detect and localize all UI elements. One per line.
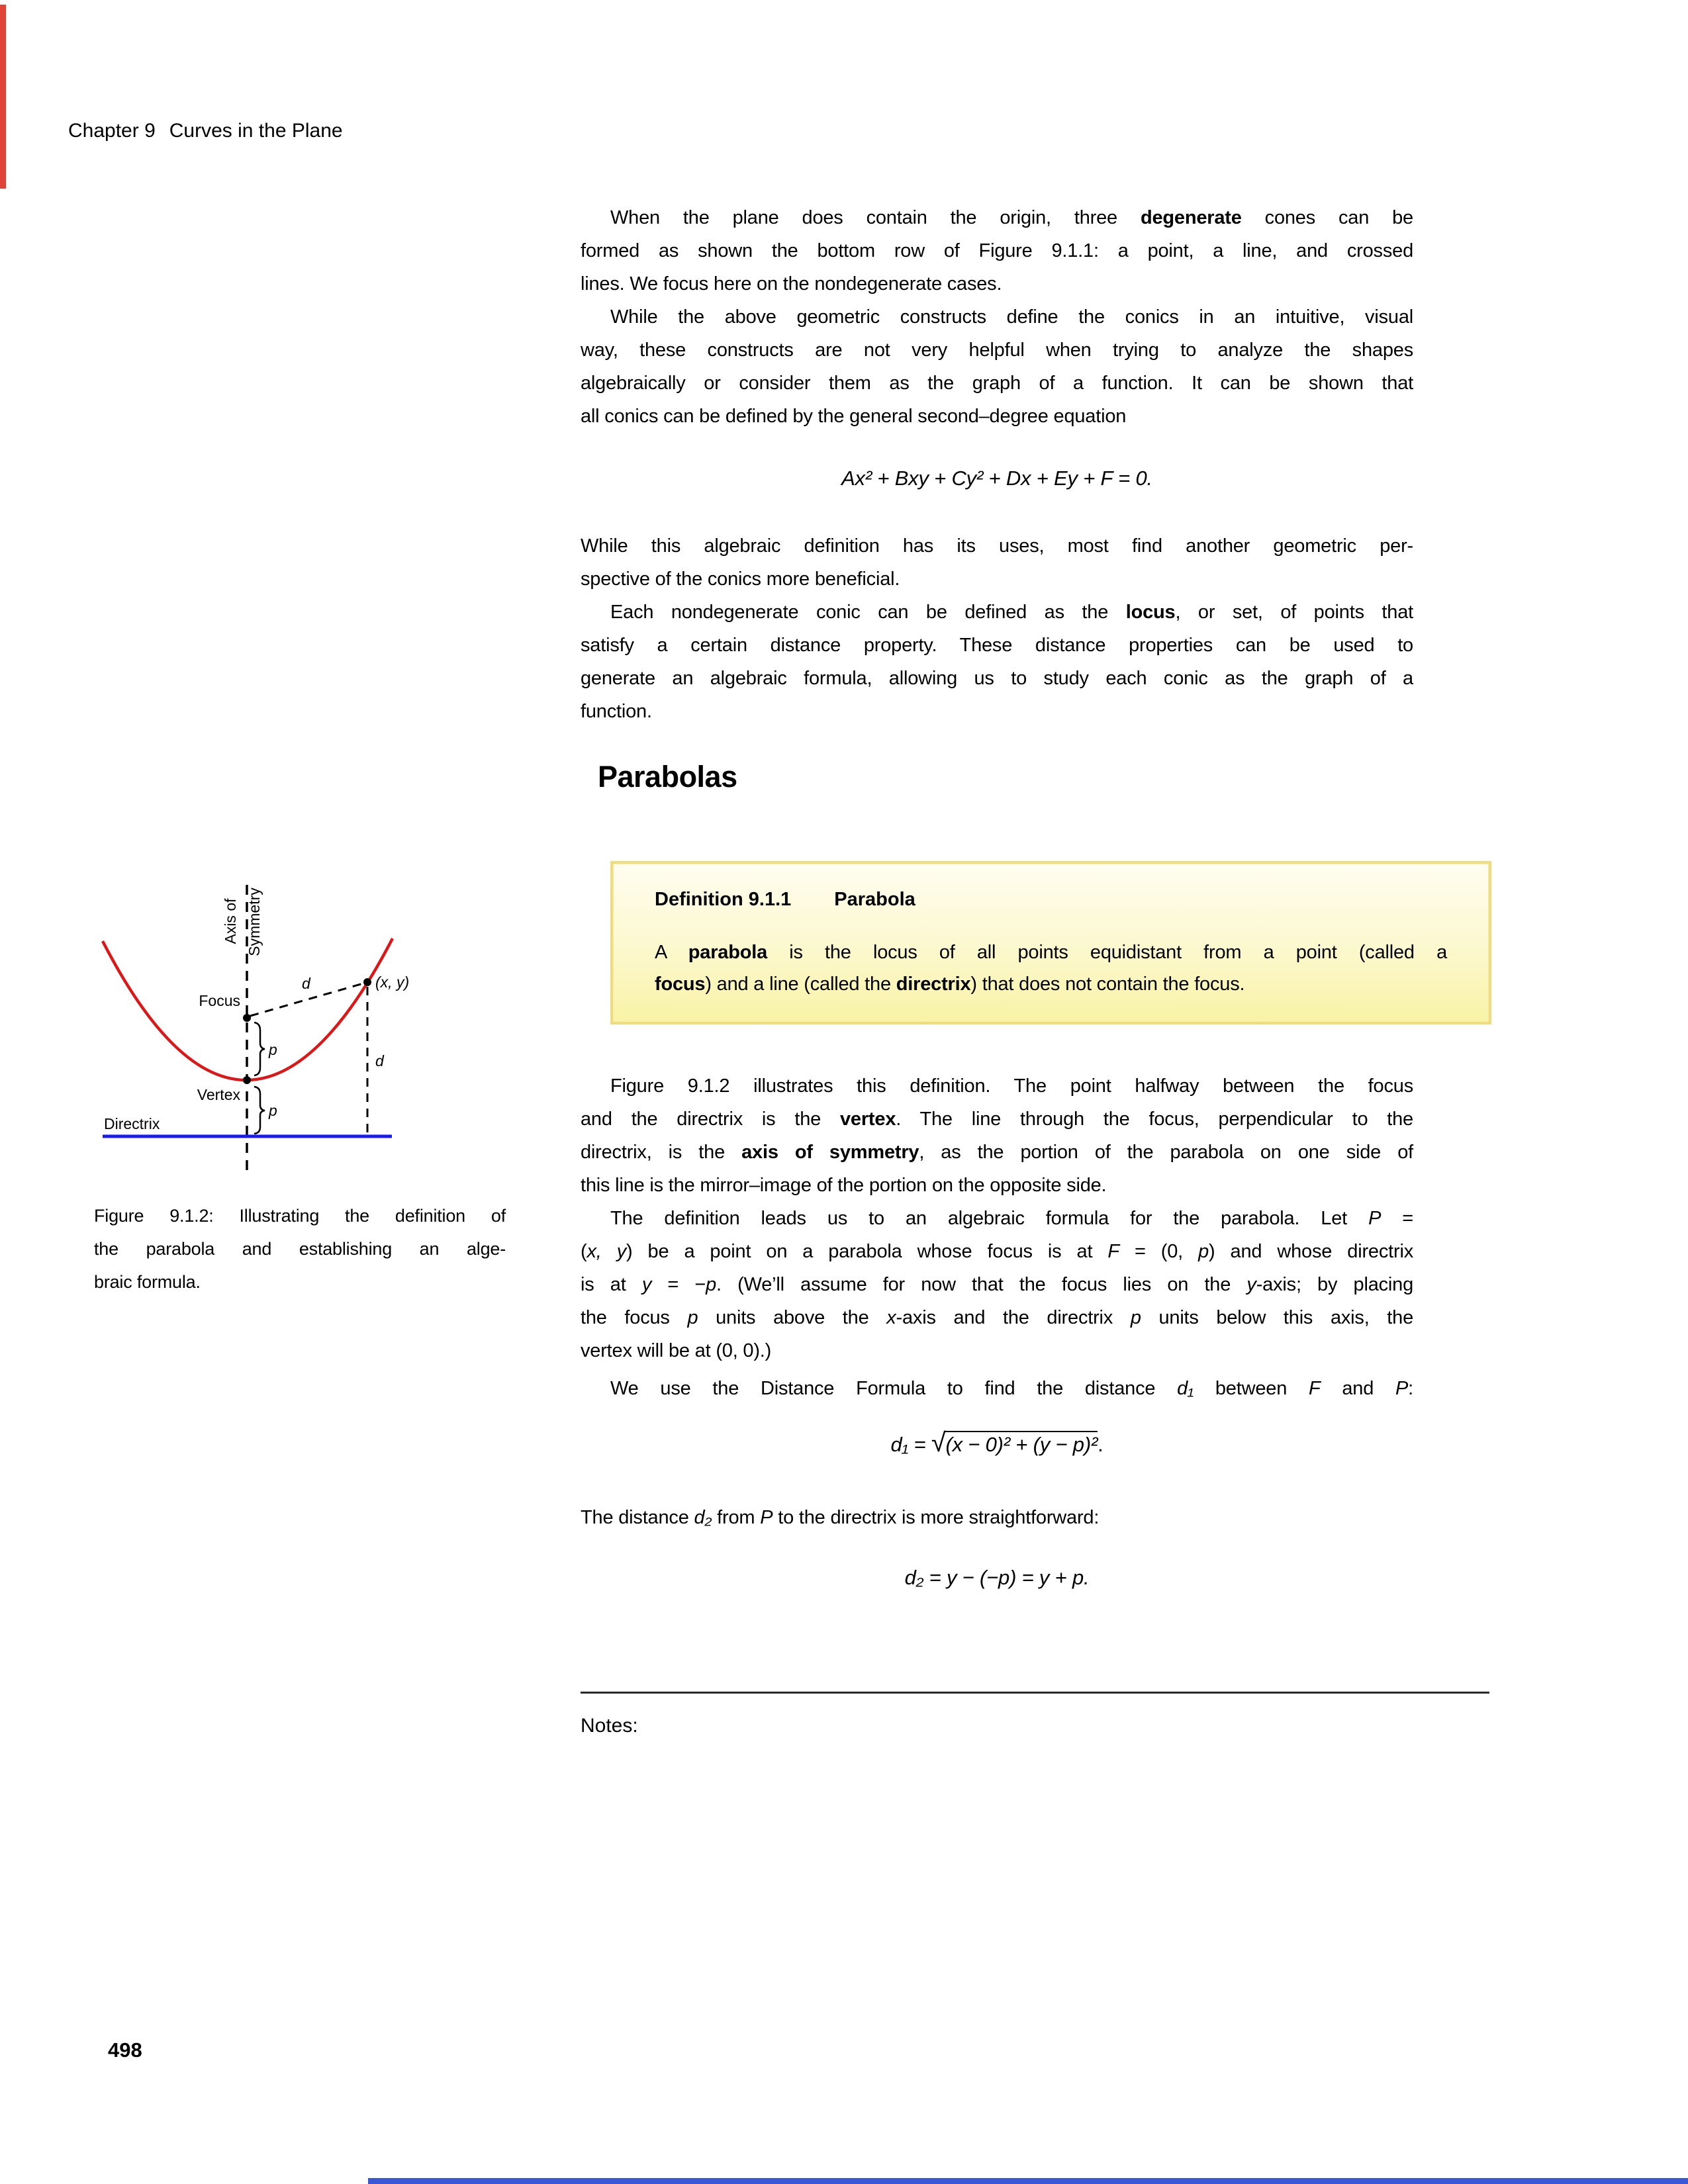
brace-focus-vertex xyxy=(254,1023,265,1075)
page-number: 498 xyxy=(108,2038,142,2062)
chapter-number: Chapter 9 xyxy=(68,120,156,142)
section-heading: Parabolas xyxy=(598,760,737,794)
directrix-label: Directrix xyxy=(104,1115,160,1132)
curve-point-xy xyxy=(363,978,371,986)
definition-body: A parabola is the locus of all points equidistant from a point (called a focus) and a line (called the directrix) that does not contain the focus. xyxy=(655,942,1447,995)
red-edge-bar xyxy=(0,5,6,189)
p-label-upper: p xyxy=(269,1041,277,1058)
notes-divider-rule xyxy=(581,1692,1489,1694)
brace-vertex-directrix xyxy=(254,1087,265,1134)
paragraph-figure-explanation: Figure 9.1.2 illustrates this definition. The point halfway between the focus and the directrix is the vertex. The line through the focus, perpendicular to the directrix, is the axis of symmetry, as the portion of the parabola on one side of this line is the mirror–image of the portion on the opposite side. The definition leads us to an algebraic formula for the parabola. Let P = (x, y) be a point on a parabola whose focus is at F = (0, p) and whose directrix is at y = −p. (We’ll assume for now that the focus lies on the y-axis; by placing the focus p units above the x-axis and the directrix p units below this axis, the vertex will be at (0, 0).) xyxy=(581,1075,1414,1361)
vertex-point xyxy=(243,1076,251,1084)
chapter-title: Curves in the Plane xyxy=(169,120,343,142)
figure-caption: Figure 9.1.2: Illustrating the definition of the parabola and establishing an alge- braic formula. xyxy=(94,1206,506,1292)
d-label-lower: d xyxy=(375,1052,384,1069)
definition-title xyxy=(655,884,1447,915)
d-label-upper: d xyxy=(302,975,310,992)
paragraph-distance-formula: We use the Distance Formula to find the distance d₁ between F and P: xyxy=(610,1378,1413,1399)
definition-box xyxy=(610,861,1491,1024)
equation-distance-d1: d₁ = √(x − 0)² + (y − p)². xyxy=(890,1428,1103,1457)
equation-distance-d2: d₂ = y − (−p) = y + p. xyxy=(904,1566,1090,1589)
equation-general-second-degree: Ax² + Bxy + Cy² + Dx + Ey + F = 0. xyxy=(841,467,1152,490)
parabola-figure xyxy=(93,847,503,1191)
p-label-lower: p xyxy=(269,1102,277,1119)
definition-name: Parabola xyxy=(834,889,915,910)
paragraph-locus: Each nondegenerate conic can be defined as the locus, or set, of points that satisfy a certain distance property. These distance properties can be used to generate an algebraic formula, allowing us to study each conic as the graph of a function. xyxy=(581,602,1413,722)
axis-label-line2: Symmetry xyxy=(246,887,263,956)
axis-label-line1: Axis of xyxy=(222,898,239,944)
paragraph-distance-d2: The distance d₂ from P to the directrix is more straightforward: xyxy=(581,1507,1100,1528)
focus-label: Focus xyxy=(199,992,240,1009)
paragraph-degenerate-cones: When the plane does contain the origin, three degenerate cones can be formed as shown the bottom row of Figure 9.1.1: a point, a line, and crossed lines. We focus here on the nondegenerate cases. xyxy=(581,207,1413,295)
point-xy-label: (x, y) xyxy=(375,974,410,991)
blue-edge-bar xyxy=(368,2178,1688,2184)
running-header xyxy=(68,120,343,142)
paragraph-geometric-constructs: While the above geometric constructs define the conics in an intuitive, visual way, these constructs are not very helpful when trying to analyze the shapes algebraically or consider them as the graph of a function. It can be shown that all conics can be defined by the general second–degree equation xyxy=(581,306,1413,427)
definition-number: Definition 9.1.1 xyxy=(655,889,792,910)
paragraph-algebraic-definition: While this algebraic definition has its uses, most find another geometric per- spective of the conics more beneficial. xyxy=(581,535,1413,590)
vertex-label: Vertex xyxy=(197,1086,240,1103)
focus-point xyxy=(243,1014,251,1022)
notes-label: Notes: xyxy=(581,1715,638,1737)
